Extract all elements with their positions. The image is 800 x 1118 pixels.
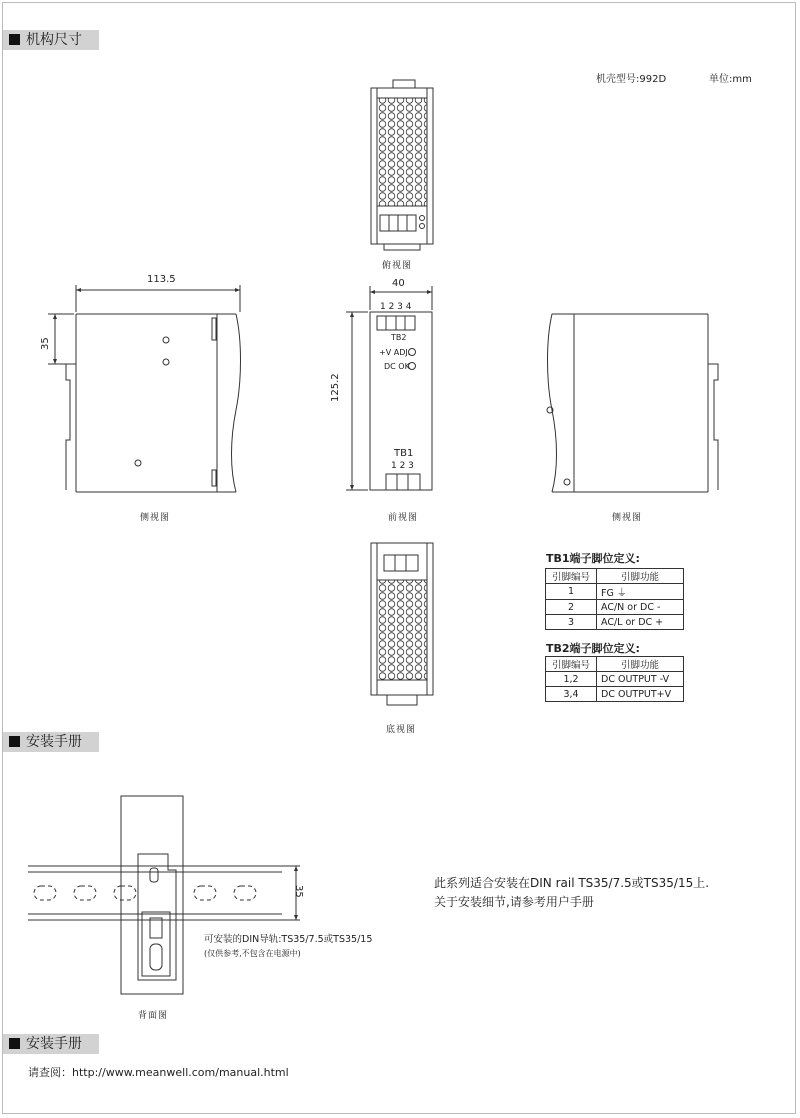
table-row [546,687,684,702]
pin-cell: 3 [546,615,597,630]
unit-label: 单位:mm [709,74,752,85]
tb1-label: TB1 [394,448,414,459]
pin-cell: 1 [546,584,597,600]
function-text: FG [601,588,614,599]
tb1-table-title: TB1端子脚位定义: [546,552,640,565]
section-title: 安装手册 [26,1036,82,1052]
header-pin-function: 引脚功能 [597,657,684,672]
function-cell [597,584,684,600]
function-cell: DC OUTPUT+V [597,687,684,702]
caption-bottom-view: 底视图 [386,725,417,735]
dcok-label: DC OK [384,362,410,371]
function-cell: DC OUTPUT -V [597,672,684,687]
dimension-depth: 40 [392,278,405,289]
ground-symbol-icon: ⏚ [616,588,627,599]
tb2-pin-numbers: 1 2 3 4 [380,302,412,312]
front-view-drawing [346,286,432,490]
section-title: 安装手册 [26,734,82,750]
left-side-view-drawing [48,285,241,492]
dimension-width: 113.5 [147,274,176,285]
table-row [546,600,684,615]
rail-note: 可安装的DIN导轨:TS35/7.5或TS35/15 [204,934,373,945]
tb1-pin-table [545,568,684,630]
tb2-table-title: TB2端子脚位定义: [546,642,640,655]
table-header-row [546,569,684,584]
manual-link[interactable]: 请查阅：http://www.meanwell.com/manual.html [28,1066,289,1079]
caption-left-side-view: 侧视图 [140,513,171,523]
install-text-line1: 此系列适合安装在DIN rail TS35/7.5或TS35/15上. [434,876,710,890]
rail-note-disclaimer: (仅供参考,不包含在电源中) [204,949,301,958]
install-text-line2: 关于安装细节,请参考用户手册 [434,895,594,909]
caption-back-view: 背面图 [138,1011,169,1021]
caption-right-side-view: 侧视图 [612,513,643,523]
right-side-view-drawing [547,314,718,492]
pin-cell: 2 [546,600,597,615]
table-row [546,672,684,687]
table-row [546,584,684,600]
header-pin-function: 引脚功能 [597,569,684,584]
bottom-view-drawing [371,543,433,705]
section-title: 机构尺寸 [26,32,82,48]
table-row [546,615,684,630]
tb2-label: TB2 [391,333,407,342]
caption-top-view: 俯视图 [382,261,413,271]
header-pin-no: 引脚编号 [546,569,597,584]
top-view-drawing [371,80,433,250]
pin-cell: 1,2 [546,672,597,687]
vadj-label: +V ADJ. [379,348,411,357]
tb1-pin-numbers: 1 2 3 [391,461,414,471]
dimension-rail-offset: 35 [40,337,51,350]
dimension-height: 125.2 [330,373,341,402]
header-pin-no: 引脚编号 [546,657,597,672]
dimension-rail-height: 35 [293,885,304,898]
back-view-drawing [28,796,300,994]
caption-front-view: 前视图 [388,513,419,523]
tb2-pin-table [545,656,684,702]
function-cell: AC/N or DC - [597,600,684,615]
case-number: 机壳型号:992D [596,74,667,85]
table-header-row [546,657,684,672]
function-cell: AC/L or DC + [597,615,684,630]
pin-cell: 3,4 [546,687,597,702]
